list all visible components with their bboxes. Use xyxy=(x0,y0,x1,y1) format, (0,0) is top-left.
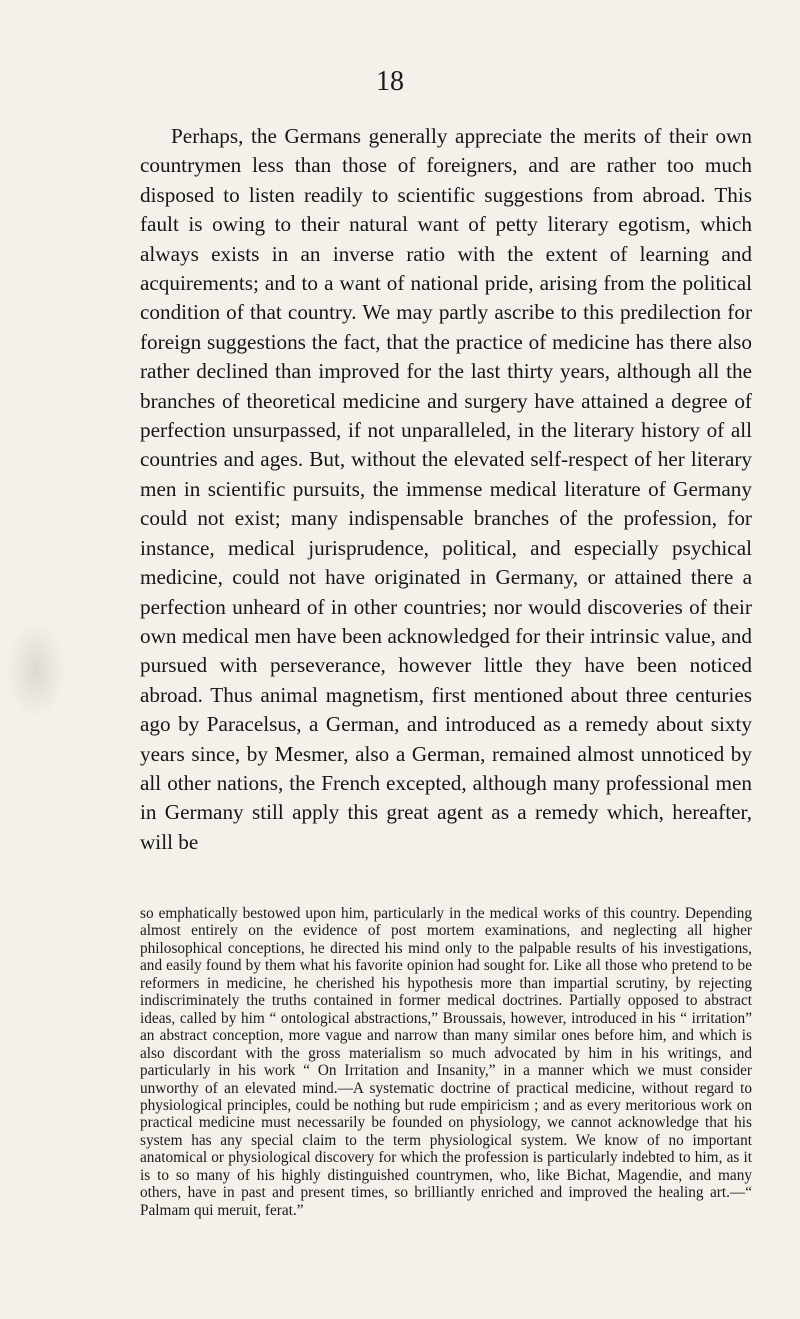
continuation-paragraph: so emphatically bestowed upon him, particularly in the medical works of this country. Depending almost entirely on the evidence of post mortem examinations, and neglecting all higher philosophical conceptions, he directed his mind only to the palpable results of his investigations, and easily found by them what his favorite opinion had sought for. Like all those who pretend to be reformers in medicine, he cherished his hypothesis more than impartial scrutiny, by rejecting indiscriminately the truths contained in former medical doctrines. Partially opposed to abstract ideas, called by him “ ontological abstractions,” Broussais, however, introduced in his “ irritation” an abstract conception, more vague and narrow than many similar ones before him, and which is also discordant with the gross materialism so much advocated by him in his writings, and particularly in his work “ On Irritation and Insanity,” in a manner which we must consider unworthy of an elevated mind.—A systematic doctrine of practical medicine, without regard to physiological principles, could be nothing but rude empiricism ; and as every meritorious work on practical medicine must necessarily be founded on physiology, we cannot acknowledge that his system has any special claim to the term physiological system. We know of no important anatomical or physiological discovery for which the profession is particularly indebted to him, as it is to so many of his highly distinguished countrymen, who, like Bichat, Magendie, and many others, have in past and present times, so brilliantly enriched and improved the healing art.—“ Palmam qui meruit, ferat.” xyxy=(140,905,752,1219)
page-number: 18 xyxy=(376,66,404,97)
paper-stain xyxy=(6,620,66,720)
main-paragraph: Perhaps, the Germans generally appreciate the merits of their own countrymen less than those of foreigners, and are rather too much disposed to listen readily to scientific suggestions from abroad. This fault is owing to their natural want of petty literary egotism, which always exists in an inverse ratio with the extent of learning and acquirements; and to a want of national pride, arising from the political condition of that country. We may partly ascribe to this predilection for foreign suggestions the fact, that the practice of medicine has there also rather declined than improved for the last thirty years, although all the branches of theoretical medicine and surgery have attained a degree of perfection unsurpassed, if not unparalleled, in the literary history of all countries and ages. But, without the elevated self-respect of her literary men in scientific pursuits, the immense medical literature of Germany could not exist; many indispensable branches of the profession, for instance, medical jurisprudence, political, and especially psychical medicine, could not have originated in Germany, or attained there a perfection unheard of in other countries; nor would discoveries of their own medical men have been acknowledged for their intrinsic value, and pursued with perseverance, however little they have been noticed abroad. Thus animal magnetism, first mentioned about three centuries ago by Paracelsus, a German, and introduced as a remedy about sixty years since, by Mesmer, also a German, remained almost unnoticed by all other nations, the French excepted, although many professional men in Germany still apply this great agent as a remedy which, hereafter, will be xyxy=(140,124,752,854)
main-text-block xyxy=(140,122,752,857)
